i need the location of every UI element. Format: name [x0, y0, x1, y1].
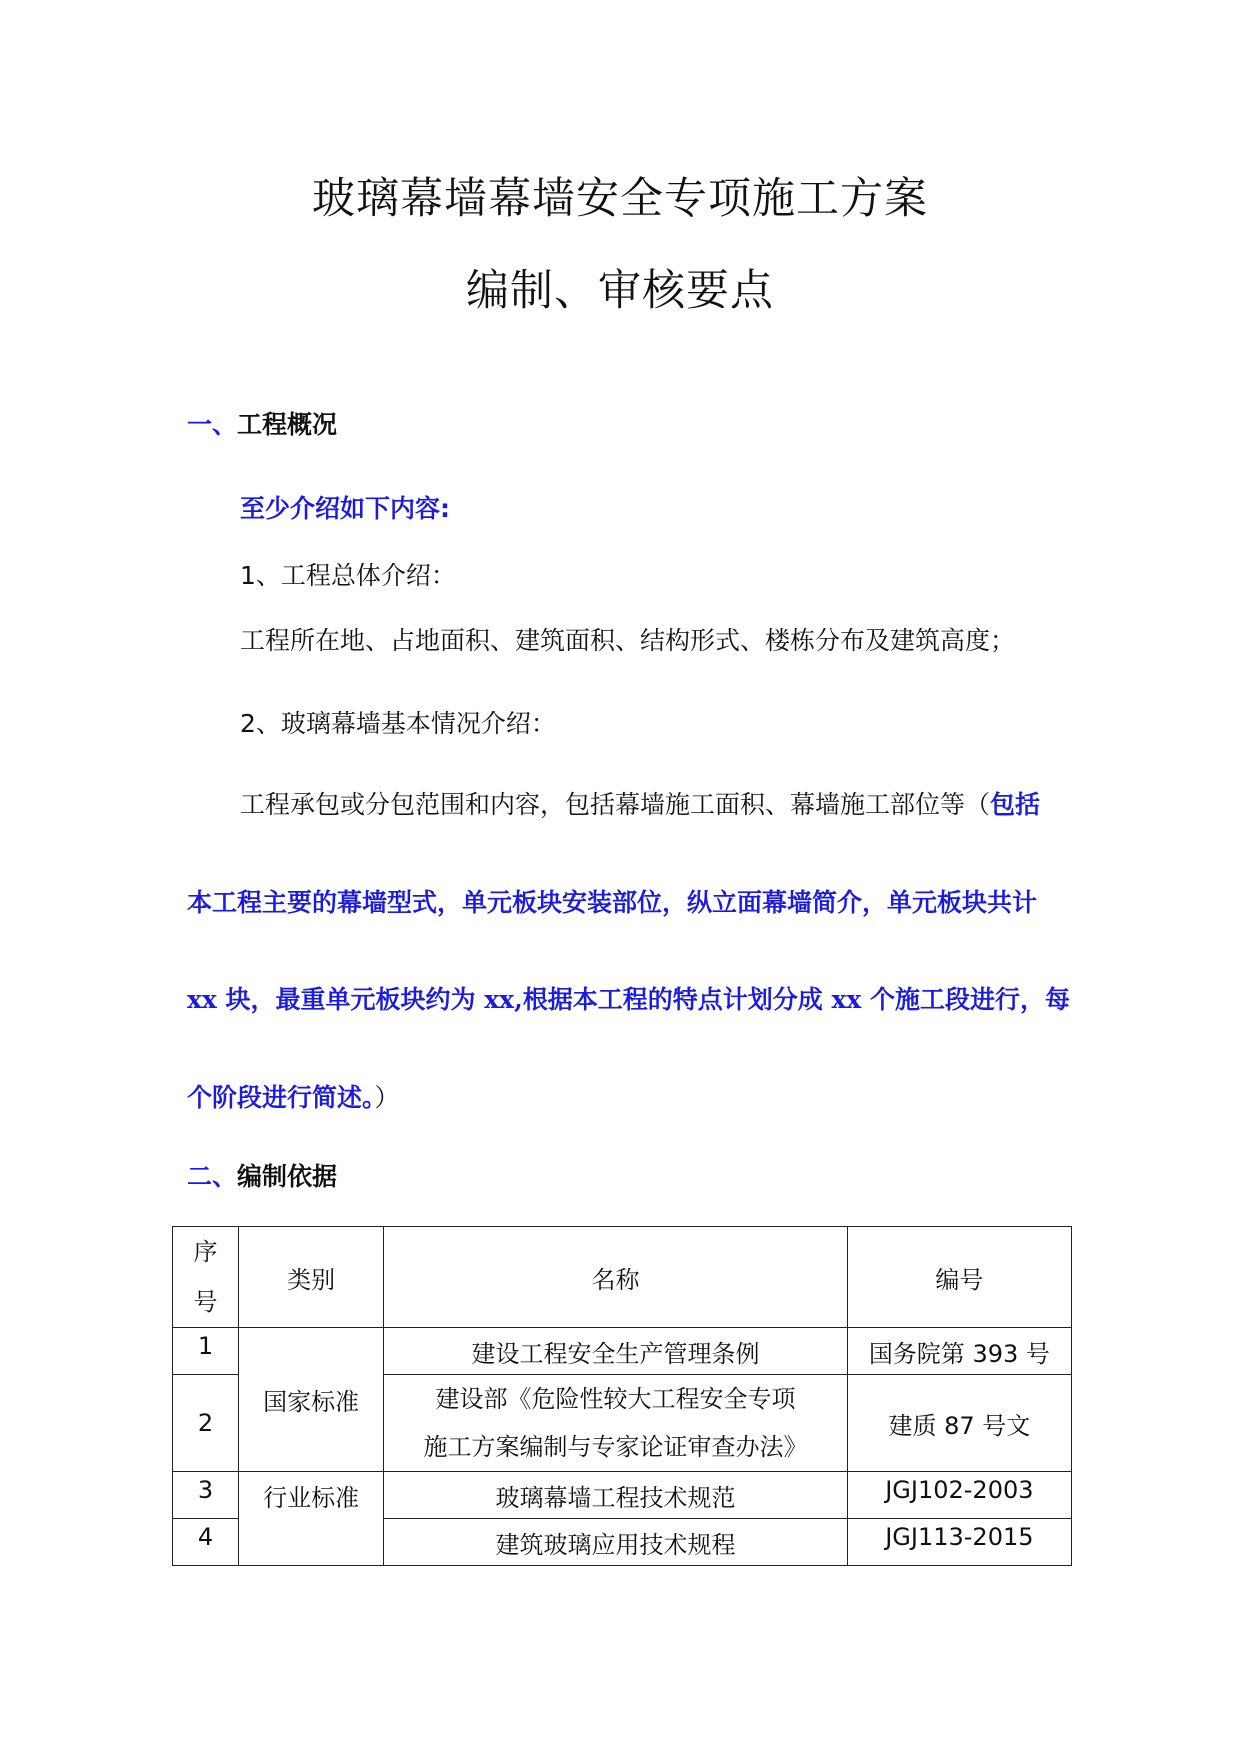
header-index: 序 号 — [173, 1227, 239, 1328]
item2-body-plain: 工程承包或分包范围和内容，包括幕墙施工面积、幕墙施工部位等（ — [240, 790, 991, 819]
header-name: 名称 — [384, 1227, 848, 1328]
placeholder-weight: xx, — [484, 985, 523, 1014]
row-category: 行业标准 — [239, 1472, 384, 1566]
row-index: 1 — [173, 1328, 239, 1375]
placeholder-segments: xx — [831, 985, 862, 1014]
closing-paren: ） — [374, 1083, 400, 1112]
header-code: 编号 — [847, 1227, 1071, 1328]
row-code: 国务院第 393 号 — [847, 1328, 1071, 1375]
item2-body-blue: 包括 — [990, 790, 1041, 819]
section-number: 二、 — [187, 1162, 238, 1191]
text-segment: 根据本工程的特点计划分成 — [522, 985, 823, 1014]
row-code: 建质 87 号文 — [847, 1375, 1071, 1472]
section-number: 一、 — [187, 410, 238, 439]
row-name: 建设工程安全生产管理条例 — [384, 1328, 848, 1375]
item2-body-line1 — [240, 792, 1040, 817]
row-name: 建设部《危险性较大工程安全专项 施工方案编制与专家论证审查办法》 — [384, 1375, 848, 1472]
row-name: 建筑玻璃应用技术规程 — [384, 1519, 848, 1566]
section-heading-overview — [187, 412, 337, 437]
text-segment: 块，最重单元板块约为 — [225, 985, 476, 1014]
section-heading-basis — [187, 1164, 337, 1189]
row-index: 2 — [173, 1375, 239, 1472]
item2-body-line2: 本工程主要的幕墙型式，单元板块安装部位，纵立面幕墙简介，单元板块共计 — [187, 888, 1038, 917]
placeholder-count: xx — [187, 985, 217, 1014]
item2-title: 2、玻璃幕墙基本情况介绍： — [240, 709, 556, 738]
table-row — [173, 1472, 1072, 1519]
item1-title: 1、工程总体介绍： — [240, 561, 456, 590]
row-index: 3 — [173, 1472, 239, 1519]
intro-text: 至少介绍如下内容: — [240, 494, 450, 523]
item2-body-blue-end: 个阶段进行简述。 — [187, 1083, 375, 1112]
document-title: 玻璃幕墙幕墙安全专项施工方案 — [312, 174, 928, 224]
header-category: 类别 — [239, 1227, 384, 1328]
row-code: JGJ102-2003 — [847, 1472, 1071, 1519]
row-code: JGJ113-2015 — [847, 1519, 1071, 1566]
item2-body-line4 — [187, 1085, 400, 1110]
section-title: 编制依据 — [237, 1162, 338, 1191]
table-row — [173, 1328, 1072, 1375]
text-segment: 个施工段进行，每 — [870, 985, 1071, 1014]
item1-body: 工程所在地、占地面积、建筑面积、结构形式、楼栋分布及建筑高度； — [240, 626, 1016, 655]
table-header-row — [173, 1227, 1072, 1328]
basis-table — [172, 1226, 1072, 1566]
document-subtitle: 编制、审核要点 — [466, 266, 774, 316]
row-name: 玻璃幕墙工程技术规范 — [384, 1472, 848, 1519]
row-category: 国家标准 — [239, 1328, 384, 1472]
section-title: 工程概况 — [237, 410, 338, 439]
row-index: 4 — [173, 1519, 239, 1566]
item2-body-line3 — [187, 987, 1070, 1012]
